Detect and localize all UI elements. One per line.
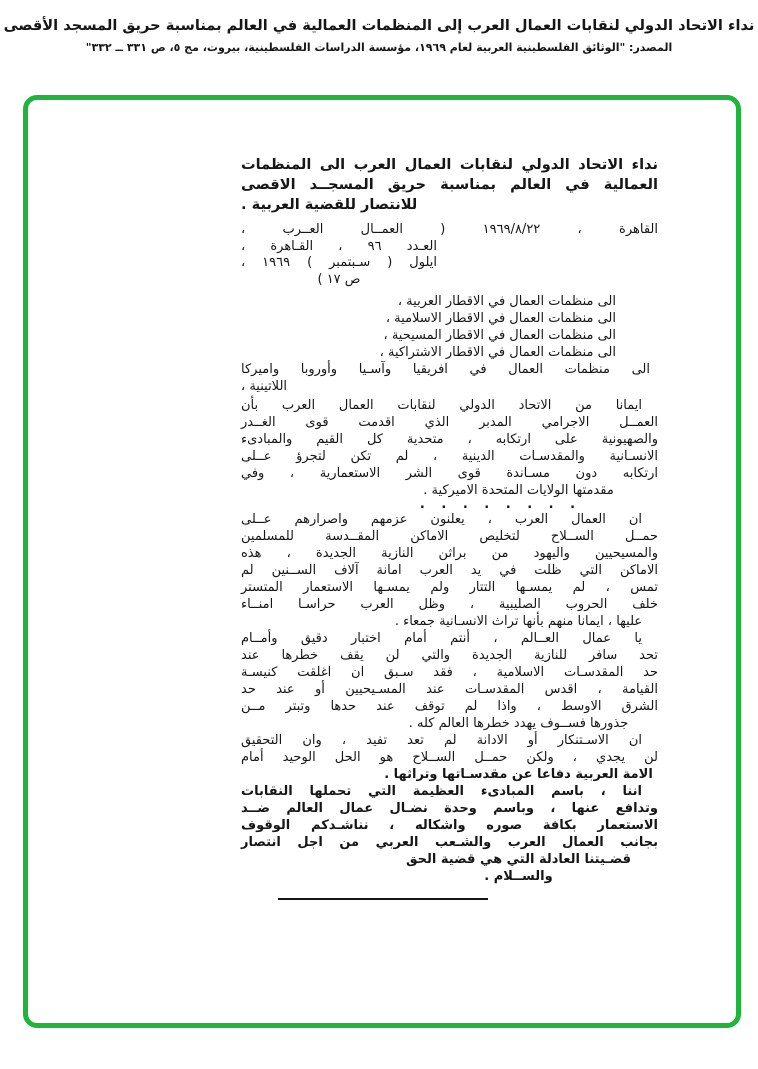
text-line: ان العمال العرب ، يعلنون عزمهم واصرارهم عــلى	[241, 512, 642, 527]
citation-city-date: القاهرة ، ١٩٦٩/٨/٢٢ ( العمــال العــرب ،	[241, 222, 658, 237]
citation-month: ايلول ( سـبتمبر ) ١٩٦٩ ،	[241, 255, 437, 270]
addressee-item-continuation: اللاتينية ،	[241, 379, 288, 394]
text-line: الاستعمار بكافة صوره واشكاله ، نناشـدكم الوقوف	[241, 818, 658, 833]
paragraph-belief	[241, 397, 658, 499]
text-line: ارتكابه دون مسـاندة قوى الشر الاستعمارية ، وفي	[241, 466, 658, 481]
dots-separator: . . . . . . . .	[419, 497, 576, 512]
citation-details	[241, 239, 437, 289]
addressee-item-christian: الى منظمات العمال في الاقطار المسيحية ،	[383, 328, 616, 343]
emphasis-line: الامة العربية دفاعا عن مقدسـاتها وتراثها .	[384, 767, 653, 782]
text-line: نداء الاتحاد الدولي لنقابات العمال العرب الى المنظمات	[241, 156, 658, 173]
text-line: اننا ، باسم المبادىء العظيمة التي تحملها النقابات	[241, 784, 642, 799]
text-line: جذورها فســوف يهدد خطرها العالم كله .	[408, 716, 629, 731]
text-line: الاماكن التي ظلت في يد العرب امانة آلاف الســنين لم	[241, 563, 658, 578]
addressee-item-continents: الى منظمات العمال في افريقيا وآسـيا وأوروبا واميركا	[241, 362, 650, 377]
addressees-list	[241, 293, 658, 395]
addressee-item-arab: الى منظمات العمال في الاقطار العربية ،	[397, 294, 616, 309]
header-source-citation: المصدر: "الوثائق الفلسطينية العربية لعام ١٩٦٩، مؤسسة الدراسات الفلسطينية، بيروت، مج ٥، ص ٣٣١ ــ ٣٣٢"	[85, 41, 673, 54]
text-line: القيامة ، اقدس المقدسـات عند المسـيحيين أو عند حد	[241, 682, 658, 697]
paragraph-world-workers	[241, 630, 658, 732]
text-line: العمــل الاجرامي المدبر الذي اقدمت قوى الغــدر	[241, 415, 658, 430]
text-line: يا عمال العــالم ، أنتم أمام اختبار دقيق وأمــام	[241, 631, 642, 646]
text-line: مقدمتها الولايات المتحدة الاميركية .	[423, 483, 614, 498]
text-line: ان الاسـتنكار أو الادانة لم تعد تفيد ، وان التحقيق	[241, 733, 642, 748]
text-line: تمس ، لم يمسـها التتار ولم يمسـها الاستعمار المتستر	[241, 580, 658, 595]
text-line: الشرق الاوسط ، واذا لم توقف عند حدها وتبتر مــن	[241, 699, 658, 714]
text-line: وتدافع عنها ، وباسم وحدة نضـال عمال العالم ضــد	[241, 801, 658, 816]
text-line: العمالية في العالم بمناسبة حريق المسجــد الاقصى	[241, 176, 658, 193]
text-line: حد المقدسـات الاسلامية ، فقد سـبق ان اغلقت كنيسـة	[241, 665, 658, 680]
text-line: الانسـانية والمقدسـات الدينية ، لم تكن لتجرؤ عــلى	[241, 449, 658, 464]
scanned-document	[241, 155, 658, 900]
document-title	[241, 155, 658, 215]
text-line: عليها ، ايمانا منهم بأنها تراث الانسـانية جمعاء .	[394, 614, 643, 629]
paragraph-denunciation	[241, 732, 658, 766]
text-line: خلف الحروب الصليبية ، وظل العرب حراسـا امنــاء	[241, 597, 658, 612]
text-line: حمــل الســلاح لتخليص الاماكن المقــدسة للمسلمين	[241, 529, 658, 544]
addressee-item-socialist: الى منظمات العمال في الاقطار الاشتراكية ،	[379, 345, 616, 360]
paragraph-appeal	[241, 783, 658, 885]
publication-citation	[241, 222, 658, 288]
text-line: ايمانا من الاتحاد الدولي لنقابات العمال العرب بأن	[241, 398, 642, 413]
text-line: بجانب العمال العرب والشـعب العربي من اجل انتصار	[241, 835, 658, 850]
addressee-item-islamic: الى منظمات العمال في الاقطار الاسلامية ،	[385, 311, 616, 326]
green-frame	[23, 95, 741, 1028]
text-line: تحد سافر للنازية الجديدة والتي لن يقف خطرها عند	[241, 648, 658, 663]
citation-page-number: ص ١٧ )	[317, 271, 361, 287]
text-line: قضـيتنا العادلة التي هي قضية الحق والســلام .	[405, 852, 632, 884]
closing-rule	[278, 898, 488, 900]
paragraph-arab-workers	[241, 511, 658, 630]
document-header	[0, 0, 758, 54]
text-line: للانتصار للقضية العربية .	[241, 196, 418, 213]
text-line: والمسيحيين واليهود من براثن النازية الجديدة ، هذه	[241, 546, 658, 561]
citation-issue: العـدد ٩٦ ، القـاهرة ،	[241, 238, 437, 254]
text-line: لن يجدي ، ولكن حمــل الســلاح هو الحل الوحيد أمام	[241, 750, 658, 765]
text-line: والصهيونية على ارتكابه ، متحدية كل القيم والمبادىء	[241, 432, 658, 447]
header-title: نداء الاتحاد الدولي لنقابات العمال العرب إلى المنظمات العمالية في العالم بمناسبة حريق المسجد الأقصى	[3, 17, 755, 34]
